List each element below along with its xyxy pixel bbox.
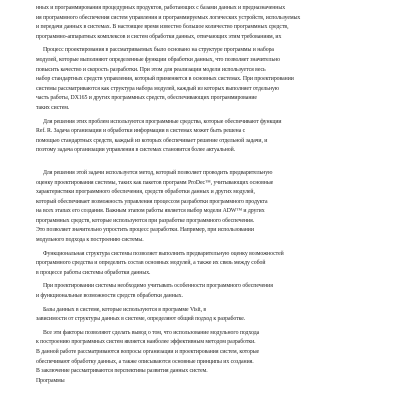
text-line: часть работы, DX165 и других программных средств, обеспечивающих программирование [36, 95, 257, 102]
text-line: Функциональная структура системы позволяет выполнить предварительную оценку возможностей [43, 250, 284, 257]
text-line: набор стандартных средств управления, который применяется в основных системах. При проектировании [36, 76, 294, 83]
text-line: программно-аппаратных комплексов и систем обработки данных, отвечающих этим требованиям, их [36, 33, 282, 40]
text-line: Базы данных в системе, которые используются в программе Visit, в [43, 306, 207, 313]
text-line: ия программного обеспечения систем управления и программируемых логических устройств, используемых [36, 14, 301, 21]
text-line: Ref. R. Задача организации и обработки информации в системах может быть решена с [36, 128, 246, 135]
text-line: помощью стандартных средств, каждый из которых обеспечивает решение отдельной задачи, и [36, 137, 268, 144]
text-line: зависимости от структуры данных в системе, определяют общий подход к разработке. [36, 316, 246, 323]
text-line: обеспечивают обработку данных, а также описываются основные принципы их создания. [36, 358, 254, 365]
text-line: В данной работе рассматриваются вопросы организации и проектирования систем, которые [36, 349, 260, 355]
paragraph-4 [36, 169, 372, 246]
text-line: на всех этапах его создания. Важным этапом работы является выбор модели ADW™ и других [36, 208, 265, 215]
paragraph-5 [36, 250, 372, 279]
paragraph-1 [36, 4, 372, 42]
text-line: таких систем. [36, 104, 70, 111]
text-line: поэтому задача организации управления в системах становится более актуальной. [36, 147, 236, 154]
paragraph-gap [36, 160, 372, 169]
text-line: повысить качество и скорость разработки. При этом для реализации модели используется весь [36, 66, 266, 73]
text-line: системы рассматриваются как структура набора модулей, каждый из которых выполняет отдельную [36, 85, 280, 92]
text-line: который обеспечивает возможность управления процессом разработки программного продукта [36, 198, 268, 205]
text-line: Для решения этой задачи используется метод, который позволяет проводить предварительную [43, 169, 273, 176]
paragraph-7 [36, 306, 372, 325]
text-line: Это позволяет значительно упростить процесс разработки. Например, при использовании [36, 227, 254, 234]
text-line: При проектировании системы необходимо учитывать особенности программного обеспечения [43, 283, 273, 290]
text-line: нных и программирования процедурных продуктов, работающих с базами данных и предназначенных [36, 5, 286, 11]
text-line: модулей, которые выполняют определенные функции обработки данных, что позволяет значительно [36, 56, 281, 63]
text-line: Все эти факторы позволяют сделать вывод о том, что использование модульного подхода [43, 329, 260, 336]
text-line: и функциональные возможности средств обработки данных. [36, 293, 183, 300]
text-line: оценку проектирования системы, таких как пакетов программ ProDec™, учитывающих основные [36, 179, 274, 186]
text-line: модульного подхода к построению системы. [36, 237, 144, 244]
text-line: в процессе работы системы обработки данных. [36, 269, 151, 276]
text-line: Для решения этих проблем используются программные средства, которые обеспечивают функции [43, 118, 282, 125]
paragraph-2 [36, 46, 372, 113]
text-line: к построению программных систем является наиболее эффективным методом разработки. [36, 339, 256, 346]
paragraph-3 [36, 118, 372, 156]
text-line: программного средства и определить состав основных модулей, а также их связь между собой [36, 260, 266, 267]
text-line: Процесс проектирования в рассматриваемых было основано на структуре программы и набора [43, 47, 274, 54]
text-line: В заключение рассматриваются перспективы развития данных систем. [36, 368, 208, 375]
text-line: характеристики программного обеспечения, средств обработки данных и других модулей, [36, 189, 255, 196]
text-line: Программы [36, 377, 65, 384]
paragraph-8 [36, 329, 372, 387]
text-line: программных средств, которые используются при разработке программного обеспечения. [36, 217, 255, 224]
paragraph-6 [36, 282, 372, 301]
text-line: и передачи данных в системах. В настоящее время известно большое количество программных средств, [36, 24, 289, 31]
